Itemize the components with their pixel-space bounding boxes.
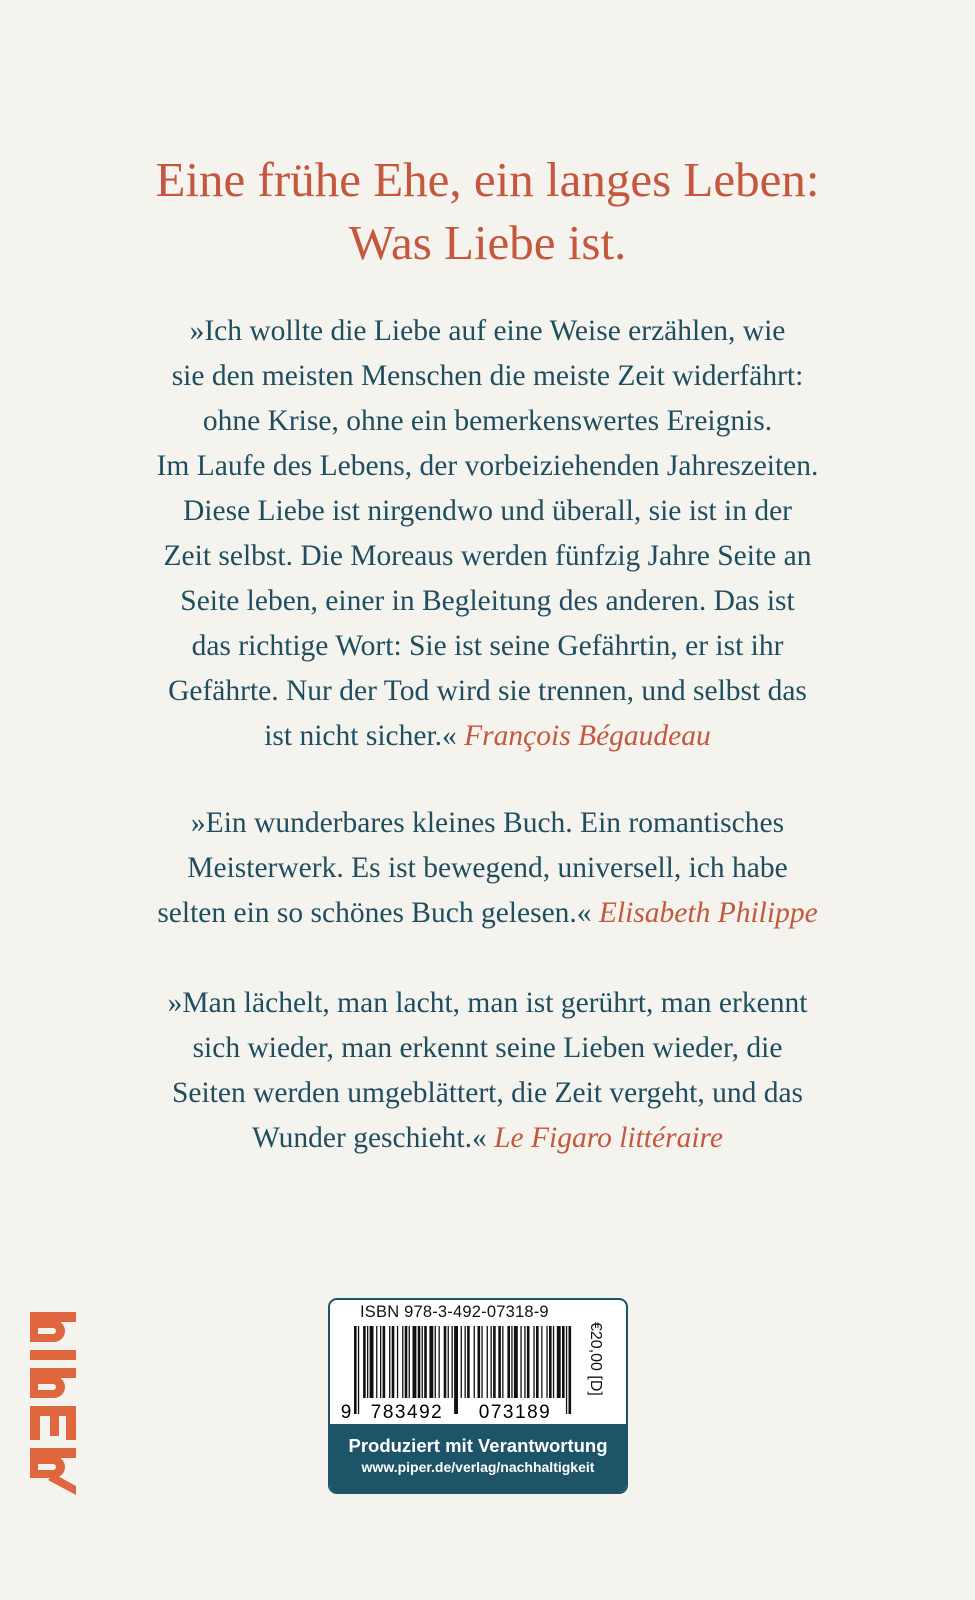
headline-line-2: Was Liebe ist. (348, 215, 627, 270)
barcode-bar (467, 1326, 470, 1398)
barcode-bar (392, 1326, 395, 1398)
quote-line: ohne Krise, ohne ein bemerkenswertes Ereignis. (202, 405, 773, 437)
barcode-bar (481, 1326, 482, 1398)
piper-logo-icon (30, 1310, 76, 1495)
quote-line: Seite leben, einer in Begleitung des anderen. Das ist (180, 585, 795, 617)
barcode-bar (520, 1326, 521, 1398)
barcode-bar (524, 1326, 525, 1398)
barcode-bar (418, 1326, 421, 1398)
barcode-bar (478, 1326, 481, 1398)
barcode-bar (493, 1326, 496, 1398)
barcode-bar (541, 1326, 542, 1398)
barcode-bar (402, 1326, 403, 1398)
isbn-label: ISBN 978-3-492-07318-9 (360, 1303, 549, 1321)
quote-line: Diese Liebe ist nirgendwo und überall, sie ist in der (183, 495, 792, 527)
barcode-bar (383, 1326, 386, 1398)
headline-line-1: Eine frühe Ehe, ein langes Leben: (155, 152, 820, 207)
quote-line-text: ist nicht sicher.« (264, 720, 457, 752)
quote-line-last (95, 714, 880, 759)
barcode-bar (376, 1326, 377, 1398)
sustainability-url[interactable]: www.piper.de/verlag/nachhaltigkeit (361, 1459, 595, 1475)
barcode-bar (474, 1326, 475, 1398)
quote-line: »Ein wunderbares kleines Buch. Ein romantisches (190, 807, 785, 839)
barcode-digits-right: 073189 (478, 1402, 552, 1422)
barcode-bar (405, 1326, 408, 1398)
barcode-bar (354, 1326, 357, 1414)
barcode-bar (566, 1326, 567, 1414)
quote-begaudeau (95, 309, 880, 759)
barcode-bar (452, 1326, 453, 1398)
barcode-bar (536, 1326, 539, 1398)
barcode-bars (340, 1326, 575, 1422)
barcode-bar (413, 1326, 417, 1398)
barcode-bar (562, 1326, 565, 1398)
barcode-bar (409, 1326, 410, 1398)
barcode-bar (507, 1326, 510, 1398)
barcode-bar (448, 1326, 449, 1398)
sustainability-title: Produziert mit Verantwortung (348, 1435, 608, 1456)
barcode-bar (487, 1326, 488, 1398)
quote-line-text: Wunder geschieht.« (252, 1122, 487, 1154)
barcode-bar (498, 1326, 501, 1398)
quote-source: François Bégaudeau (464, 720, 711, 752)
barcode-bar (397, 1326, 398, 1398)
quote-line-last (95, 891, 880, 936)
barcode-bar (435, 1326, 436, 1398)
barcode-bar (429, 1326, 433, 1398)
barcode-bar (358, 1326, 359, 1414)
barcode-bar (380, 1326, 381, 1398)
barcode-bar (367, 1326, 368, 1398)
barcode-bar (465, 1326, 466, 1398)
barcode-bar (424, 1326, 427, 1398)
quote-line: »Man lächelt, man lacht, man ist gerührt, man erkennt (167, 987, 808, 1019)
barcode-bar (491, 1326, 492, 1398)
quote-source: Le Figaro littéraire (494, 1122, 723, 1154)
quote-line: Zeit selbst. Die Moreaus werden fünfzig Jahre Seite an (163, 540, 812, 572)
quote-line: sie den meisten Menschen die meiste Zeit widerfährt: (171, 360, 804, 392)
barcode-bar (533, 1326, 534, 1398)
barcode-bar (502, 1326, 503, 1398)
barcode-bar (444, 1326, 447, 1398)
quote-line: Im Laufe des Lebens, der vorbeiziehenden Jahreszeiten. (156, 450, 819, 482)
barcode-bar (454, 1326, 458, 1414)
barcode-digit-first: 9 (340, 1402, 352, 1422)
price-label: €20,00 [D] (587, 1322, 604, 1396)
quote-source: Elisabeth Philippe (598, 897, 818, 929)
barcode-bar (549, 1326, 552, 1398)
quote-line: das richtige Wort: Sie ist seine Gefährtin, er ist ihr (191, 630, 784, 662)
barcode-bar (557, 1326, 561, 1398)
barcode-bar (439, 1326, 440, 1398)
quote-line: Seiten werden umgeblättert, die Zeit vergeht, und das (171, 1077, 804, 1109)
barcode-bar (511, 1326, 512, 1398)
quote-philippe (95, 801, 880, 936)
barcode-bar (422, 1326, 423, 1398)
barcode-digits-left: 783492 (370, 1402, 444, 1422)
quote-line: Gefährte. Nur der Tod wird sie trennen, und selbst das (168, 675, 807, 707)
quote-line: »Ich wollte die Liebe auf eine Weise erzählen, wie (189, 315, 786, 347)
quote-line: Meisterwerk. Es ist bewegend, universell, ich habe (187, 852, 788, 884)
quote-line-last (95, 1116, 880, 1161)
barcode-panel (328, 1298, 628, 1494)
quote-line: sich wieder, man erkennt seine Lieben wieder, die (192, 1032, 783, 1064)
barcode-bar (363, 1326, 366, 1398)
headline (0, 148, 975, 274)
barcode-bar (569, 1326, 572, 1414)
barcode-bar (389, 1326, 390, 1398)
barcode-bar (514, 1326, 518, 1398)
barcode-bar (546, 1326, 547, 1398)
barcode-bar (553, 1326, 554, 1398)
quote-line-text: selten ein so schönes Buch gelesen.« (157, 897, 592, 929)
sustainability-band (330, 1424, 626, 1492)
barcode-bar (461, 1326, 462, 1398)
barcode-bar (527, 1326, 530, 1398)
barcode-bar (370, 1326, 374, 1398)
quote-figaro (95, 981, 880, 1161)
